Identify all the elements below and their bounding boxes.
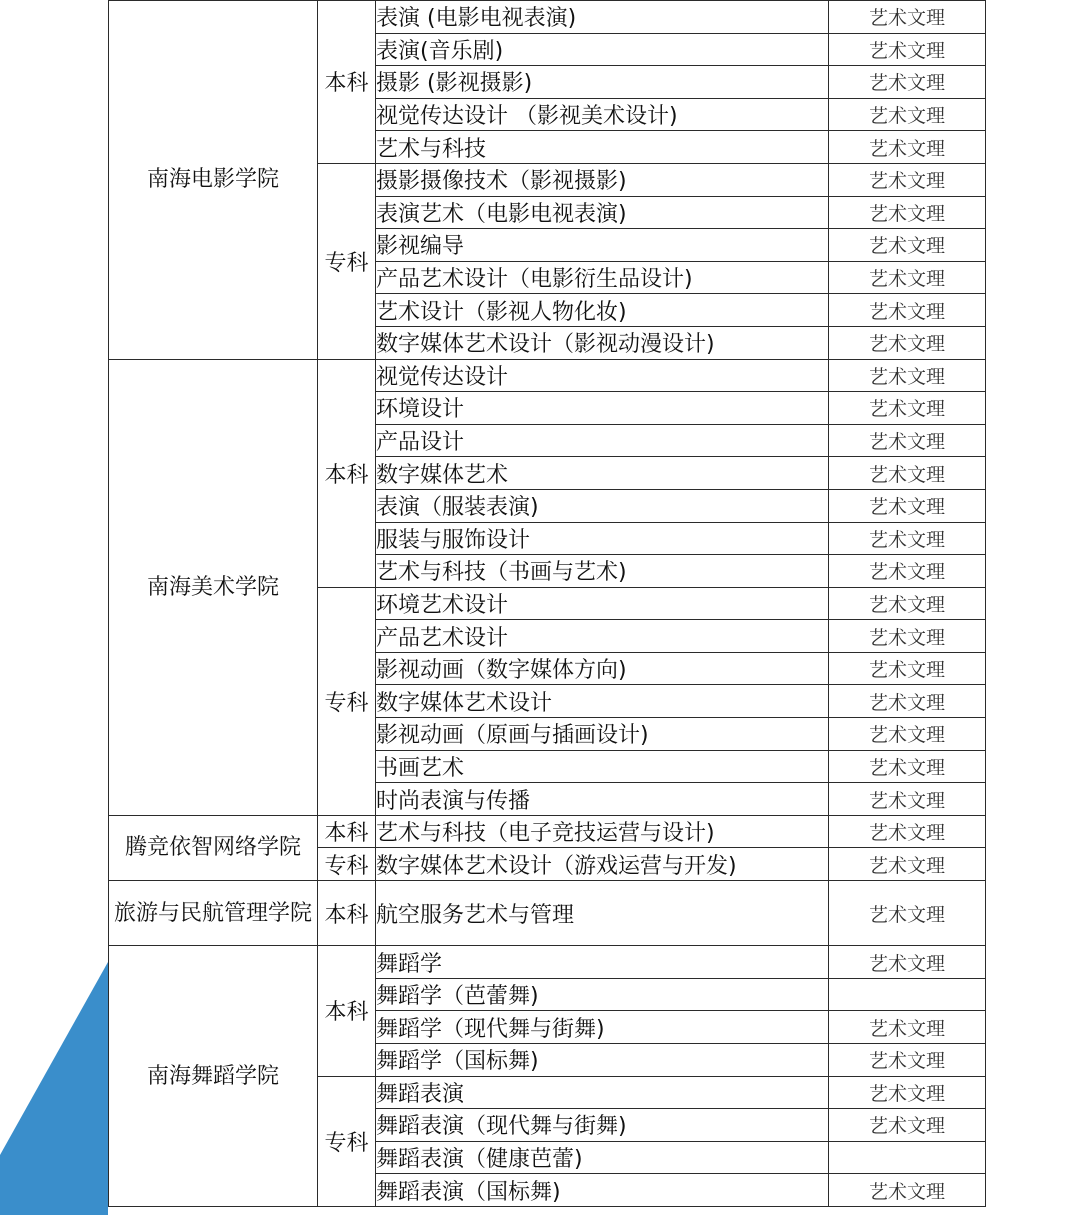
degree-level: 专科 <box>318 163 376 359</box>
major-name: 舞蹈表演 <box>376 1076 829 1109</box>
major-name: 舞蹈表演（现代舞与街舞) <box>376 1109 829 1142</box>
subject-category: 艺术文理 <box>829 131 986 164</box>
subject-category: 艺术文理 <box>829 946 986 979</box>
subject-category: 艺术文理 <box>829 1044 986 1077</box>
subject-category: 艺术文理 <box>829 1174 986 1207</box>
subject-category: 艺术文理 <box>829 1 986 34</box>
major-name: 舞蹈学 <box>376 946 829 979</box>
college-name: 南海电影学院 <box>109 1 318 360</box>
subject-category: 艺术文理 <box>829 587 986 620</box>
subject-category <box>829 1141 986 1174</box>
major-name: 产品设计 <box>376 424 829 457</box>
subject-category: 艺术文理 <box>829 457 986 490</box>
subject-category: 艺术文理 <box>829 294 986 327</box>
subject-category: 艺术文理 <box>829 33 986 66</box>
subject-category: 艺术文理 <box>829 98 986 131</box>
major-name: 服装与服饰设计 <box>376 522 829 555</box>
subject-category: 艺术文理 <box>829 620 986 653</box>
major-name: 艺术设计（影视人物化妆) <box>376 294 829 327</box>
subject-category: 艺术文理 <box>829 750 986 783</box>
subject-category: 艺术文理 <box>829 522 986 555</box>
major-name: 舞蹈学（现代舞与街舞) <box>376 1011 829 1044</box>
college-name: 南海美术学院 <box>109 359 318 815</box>
college-name: 旅游与民航管理学院 <box>109 881 318 946</box>
subject-category: 艺术文理 <box>829 261 986 294</box>
degree-level: 专科 <box>318 848 376 881</box>
subject-category: 艺术文理 <box>829 392 986 425</box>
subject-category: 艺术文理 <box>829 685 986 718</box>
degree-level: 专科 <box>318 587 376 815</box>
subject-category: 艺术文理 <box>829 555 986 588</box>
subject-category <box>829 978 986 1011</box>
subject-category: 艺术文理 <box>829 1011 986 1044</box>
major-name: 环境设计 <box>376 392 829 425</box>
major-name: 舞蹈学（国标舞) <box>376 1044 829 1077</box>
major-name: 舞蹈学（芭蕾舞) <box>376 978 829 1011</box>
table-row <box>109 1 986 34</box>
major-name: 影视编导 <box>376 229 829 262</box>
major-name: 影视动画（数字媒体方向) <box>376 652 829 685</box>
table-row <box>109 881 986 946</box>
major-name: 艺术与科技（书画与艺术) <box>376 555 829 588</box>
degree-level: 本科 <box>318 946 376 1076</box>
subject-category: 艺术文理 <box>829 229 986 262</box>
table-row <box>109 359 986 392</box>
major-name: 表演艺术（电影电视表演) <box>376 196 829 229</box>
major-name: 产品艺术设计（电影衍生品设计) <box>376 261 829 294</box>
subject-category: 艺术文理 <box>829 652 986 685</box>
subject-category: 艺术文理 <box>829 424 986 457</box>
table-row <box>109 815 986 848</box>
major-name: 航空服务艺术与管理 <box>376 881 829 946</box>
major-name: 时尚表演与传播 <box>376 783 829 816</box>
degree-level: 本科 <box>318 1 376 164</box>
major-name: 摄影 (影视摄影) <box>376 66 829 99</box>
major-name: 摄影摄像技术（影视摄影) <box>376 163 829 196</box>
degree-level: 本科 <box>318 881 376 946</box>
table-row <box>109 946 986 979</box>
subject-category: 艺术文理 <box>829 163 986 196</box>
major-name: 视觉传达设计 <box>376 359 829 392</box>
major-name: 数字媒体艺术设计（影视动漫设计) <box>376 326 829 359</box>
subject-category: 艺术文理 <box>829 783 986 816</box>
subject-category: 艺术文理 <box>829 815 986 848</box>
subject-category: 艺术文理 <box>829 1109 986 1142</box>
subject-category: 艺术文理 <box>829 718 986 751</box>
major-name: 舞蹈表演（健康芭蕾) <box>376 1141 829 1174</box>
subject-category: 艺术文理 <box>829 359 986 392</box>
college-name: 腾竞依智网络学院 <box>109 815 318 880</box>
degree-level: 专科 <box>318 1076 376 1206</box>
subject-category: 艺术文理 <box>829 326 986 359</box>
major-name: 表演（服装表演) <box>376 489 829 522</box>
major-name: 数字媒体艺术设计（游戏运营与开发) <box>376 848 829 881</box>
major-name: 舞蹈表演（国标舞) <box>376 1174 829 1207</box>
major-name: 艺术与科技（电子竞技运营与设计) <box>376 815 829 848</box>
subject-category: 艺术文理 <box>829 1076 986 1109</box>
major-name: 表演 (电影电视表演) <box>376 1 829 34</box>
subject-category: 艺术文理 <box>829 881 986 946</box>
major-name: 数字媒体艺术 <box>376 457 829 490</box>
major-name: 书画艺术 <box>376 750 829 783</box>
majors-table <box>108 0 986 1207</box>
major-name: 产品艺术设计 <box>376 620 829 653</box>
major-name: 环境艺术设计 <box>376 587 829 620</box>
major-name: 影视动画（原画与插画设计) <box>376 718 829 751</box>
degree-level: 本科 <box>318 815 376 848</box>
major-name: 数字媒体艺术设计 <box>376 685 829 718</box>
major-name: 艺术与科技 <box>376 131 829 164</box>
college-name: 南海舞蹈学院 <box>109 946 318 1207</box>
major-name: 视觉传达设计 （影视美术设计) <box>376 98 829 131</box>
subject-category: 艺术文理 <box>829 848 986 881</box>
subject-category: 艺术文理 <box>829 196 986 229</box>
major-name: 表演(音乐剧) <box>376 33 829 66</box>
subject-category: 艺术文理 <box>829 489 986 522</box>
majors-table-body <box>109 1 986 1207</box>
subject-category: 艺术文理 <box>829 66 986 99</box>
degree-level: 本科 <box>318 359 376 587</box>
